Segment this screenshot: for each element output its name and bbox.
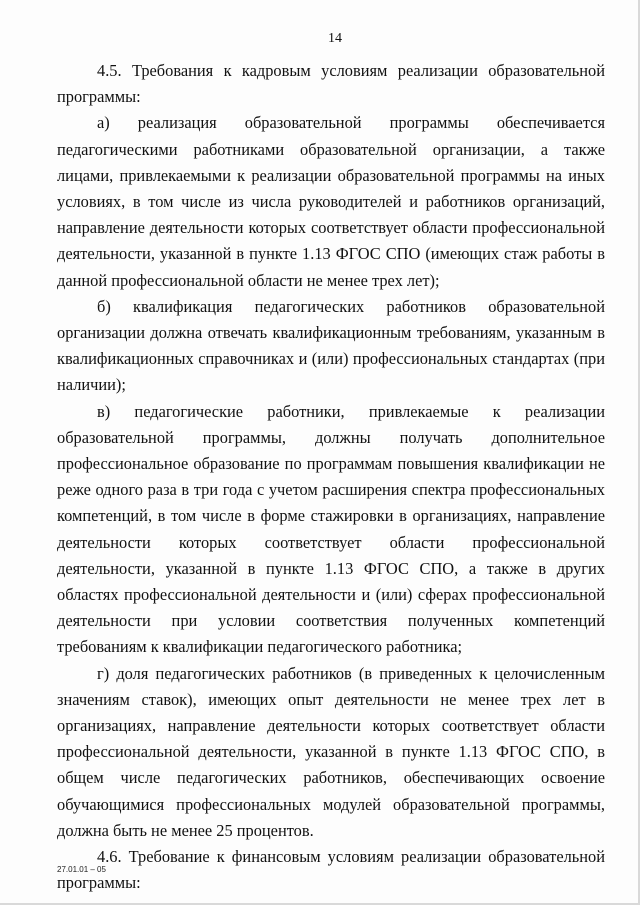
footer-code: 27.01.01 – 05: [57, 865, 106, 874]
section-heading-4-6: 4.6. Требование к финансовым условиям реализации образовательной программы:: [57, 847, 605, 893]
paragraph-b: б) квалификация педагогических работников образовательной организации должна отвечать квалификационным требованиям, указанным в квалификационных справочниках и (или) профессиональных стандартах (при наличии);: [57, 296, 605, 395]
paragraph-v: в) педагогические работники, привлекаемые к реализации образовательной программы, должны получать дополнительное профессиональное образование по программам повышения квалификации не реже одного раза в три года с учетом расширения спектра профессиональных компетенций, в том числе в форме стажировки в организациях, направление деятельности которых соответствует области профессиональной деятельности, указанной в пункте 1.13 ФГОС СПО, а также в других областях профессиональной деятельности и (или) сферах профессиональной деятельности при условии соответствия полученных компетенций требованиям к квалификации педагогического работника;: [57, 401, 605, 657]
body-text: [57, 58, 605, 897]
page-number: 14: [328, 31, 342, 46]
paragraph-g: г) доля педагогических работников (в приведенных к целочисленным значениям ставок), имеющих опыт деятельности не менее трех лет в организациях, направление деятельности которых соответствует области профессиональной деятельности, указанной в пункте 1.13 ФГОС СПО, в общем числе педагогических работников, обеспечивающих освоение обучающимися профессиональных модулей образовательной программы, должна быть не менее 25 процентов.: [57, 663, 605, 840]
paragraph-a: а) реализация образовательной программы обеспечивается педагогическими работниками образовательной организации, а также лицами, привлекаемыми к реализации образовательной программы на иных условиях, в том числе из числа руководителей и работников организаций, направление деятельности которых соответствует области профессиональной деятельности, указанной в пункте 1.13 ФГОС СПО (имеющих стаж работы в данной профессиональной области не менее трех лет);: [57, 113, 605, 290]
section-heading-4-5: 4.5. Требования к кадровым условиям реализации образовательной программы:: [57, 61, 605, 107]
